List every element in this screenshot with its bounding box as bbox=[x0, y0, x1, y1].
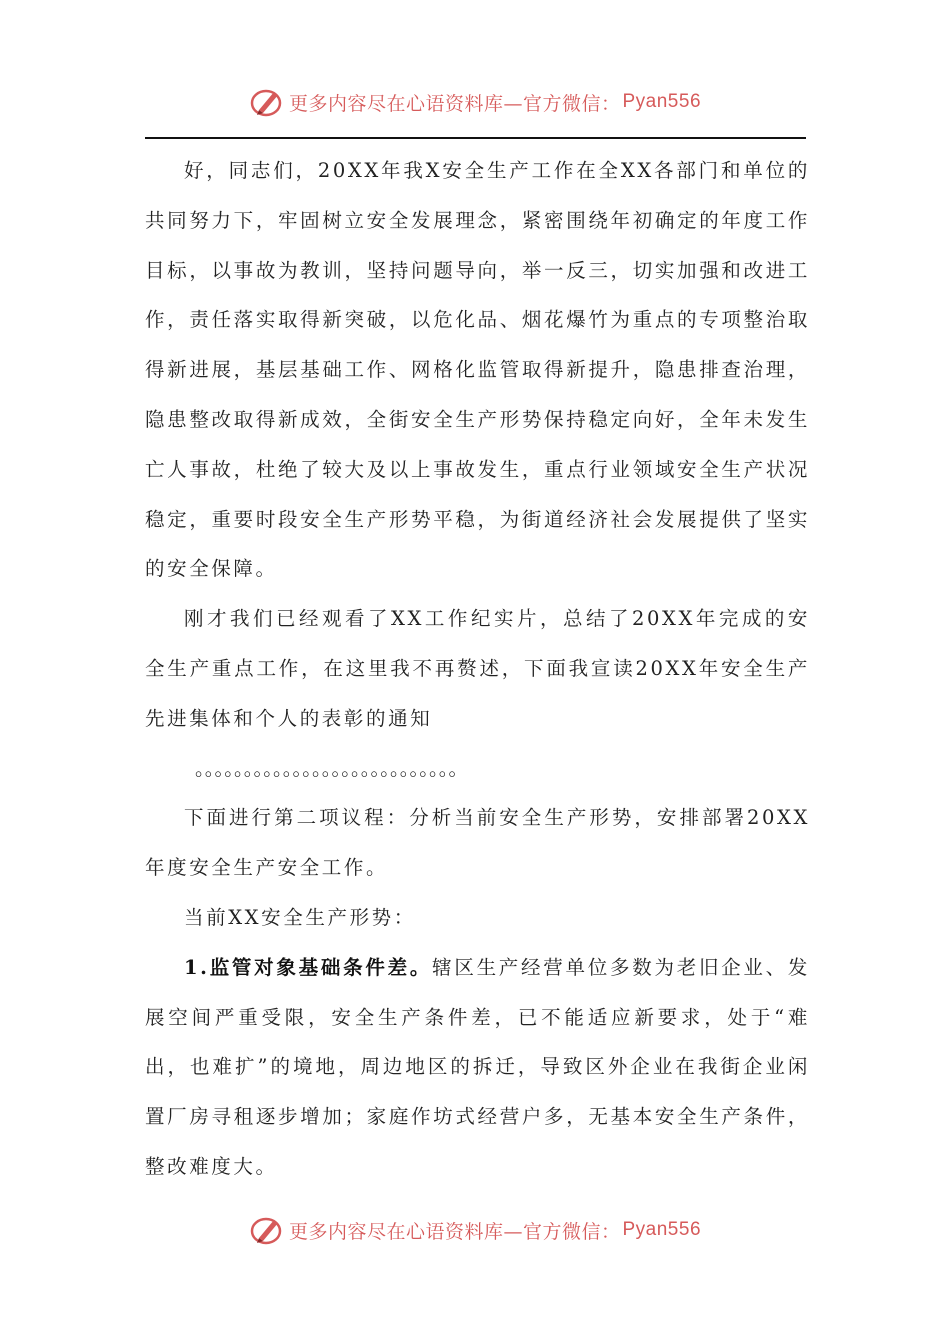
ellipsis-line: 。。。。。。。。。。。。。。。。。。。。。。。。。。。 bbox=[195, 756, 469, 780]
pen-logo-icon bbox=[249, 84, 285, 120]
paragraph-5-heading: 1.监管对象基础条件差。 bbox=[184, 955, 433, 979]
paragraph-5-text: 辖区生产经营单位多数为老旧企业、发展空间严重受限，安全生产条件差，已不能适应新要求，处于“难出，也难扩”的境地，周边地区的拆迁，导致区外企业在我街企业闲置厂房寻租逐步增加；家庭作坊式经营户多，无基本安全生产条件，整改难度大。 bbox=[145, 955, 811, 1178]
document-body bbox=[145, 146, 810, 1192]
header-divider bbox=[145, 137, 806, 139]
footer-banner-text: 更多内容尽在心语资料库—官方微信： bbox=[288, 1220, 621, 1243]
header-banner bbox=[0, 84, 950, 120]
paragraph-2: 刚才我们已经观看了XX工作纪实片，总结了20XX年完成的安全生产重点工作，在这里我不再赘述，下面我宣读20XX年安全生产先进集体和个人的表彰的通知 bbox=[145, 607, 810, 730]
footer-wechat-id: Pyan556 bbox=[622, 1219, 702, 1240]
header-wechat-id: Pyan556 bbox=[622, 91, 702, 112]
paragraph-4: 当前XX安全生产形势： bbox=[184, 905, 416, 929]
footer-banner bbox=[0, 1212, 950, 1248]
paragraph-3: 下面进行第二项议程：分析当前安全生产形势，安排部署20XX年度安全生产安全工作。 bbox=[145, 806, 810, 880]
pen-logo-icon bbox=[249, 1212, 285, 1248]
paragraph-5 bbox=[145, 943, 810, 1192]
paragraph-1: 好，同志们，20XX年我X安全生产工作在全XX各部门和单位的共同努力下，牢固树立安全发展理念，紧密围绕年初确定的年度工作目标，以事故为教训，坚持问题导向，举一反三，切实加强和改进工作，责任落实取得新突破，以危化品、烟花爆竹为重点的专项整治取得新进展，基层基础工作、网格化监管取得新提升，隐患排查治理，隐患整改取得新成效，全街安全生产形势保持稳定向好，全年未发生亡人事故，杜绝了较大及以上事故发生，重点行业领域安全生产状况稳定，重要时段安全生产形势平稳，为街道经济社会发展提供了坚实的安全保障。 bbox=[145, 159, 810, 581]
header-banner-text: 更多内容尽在心语资料库—官方微信： bbox=[288, 92, 621, 115]
